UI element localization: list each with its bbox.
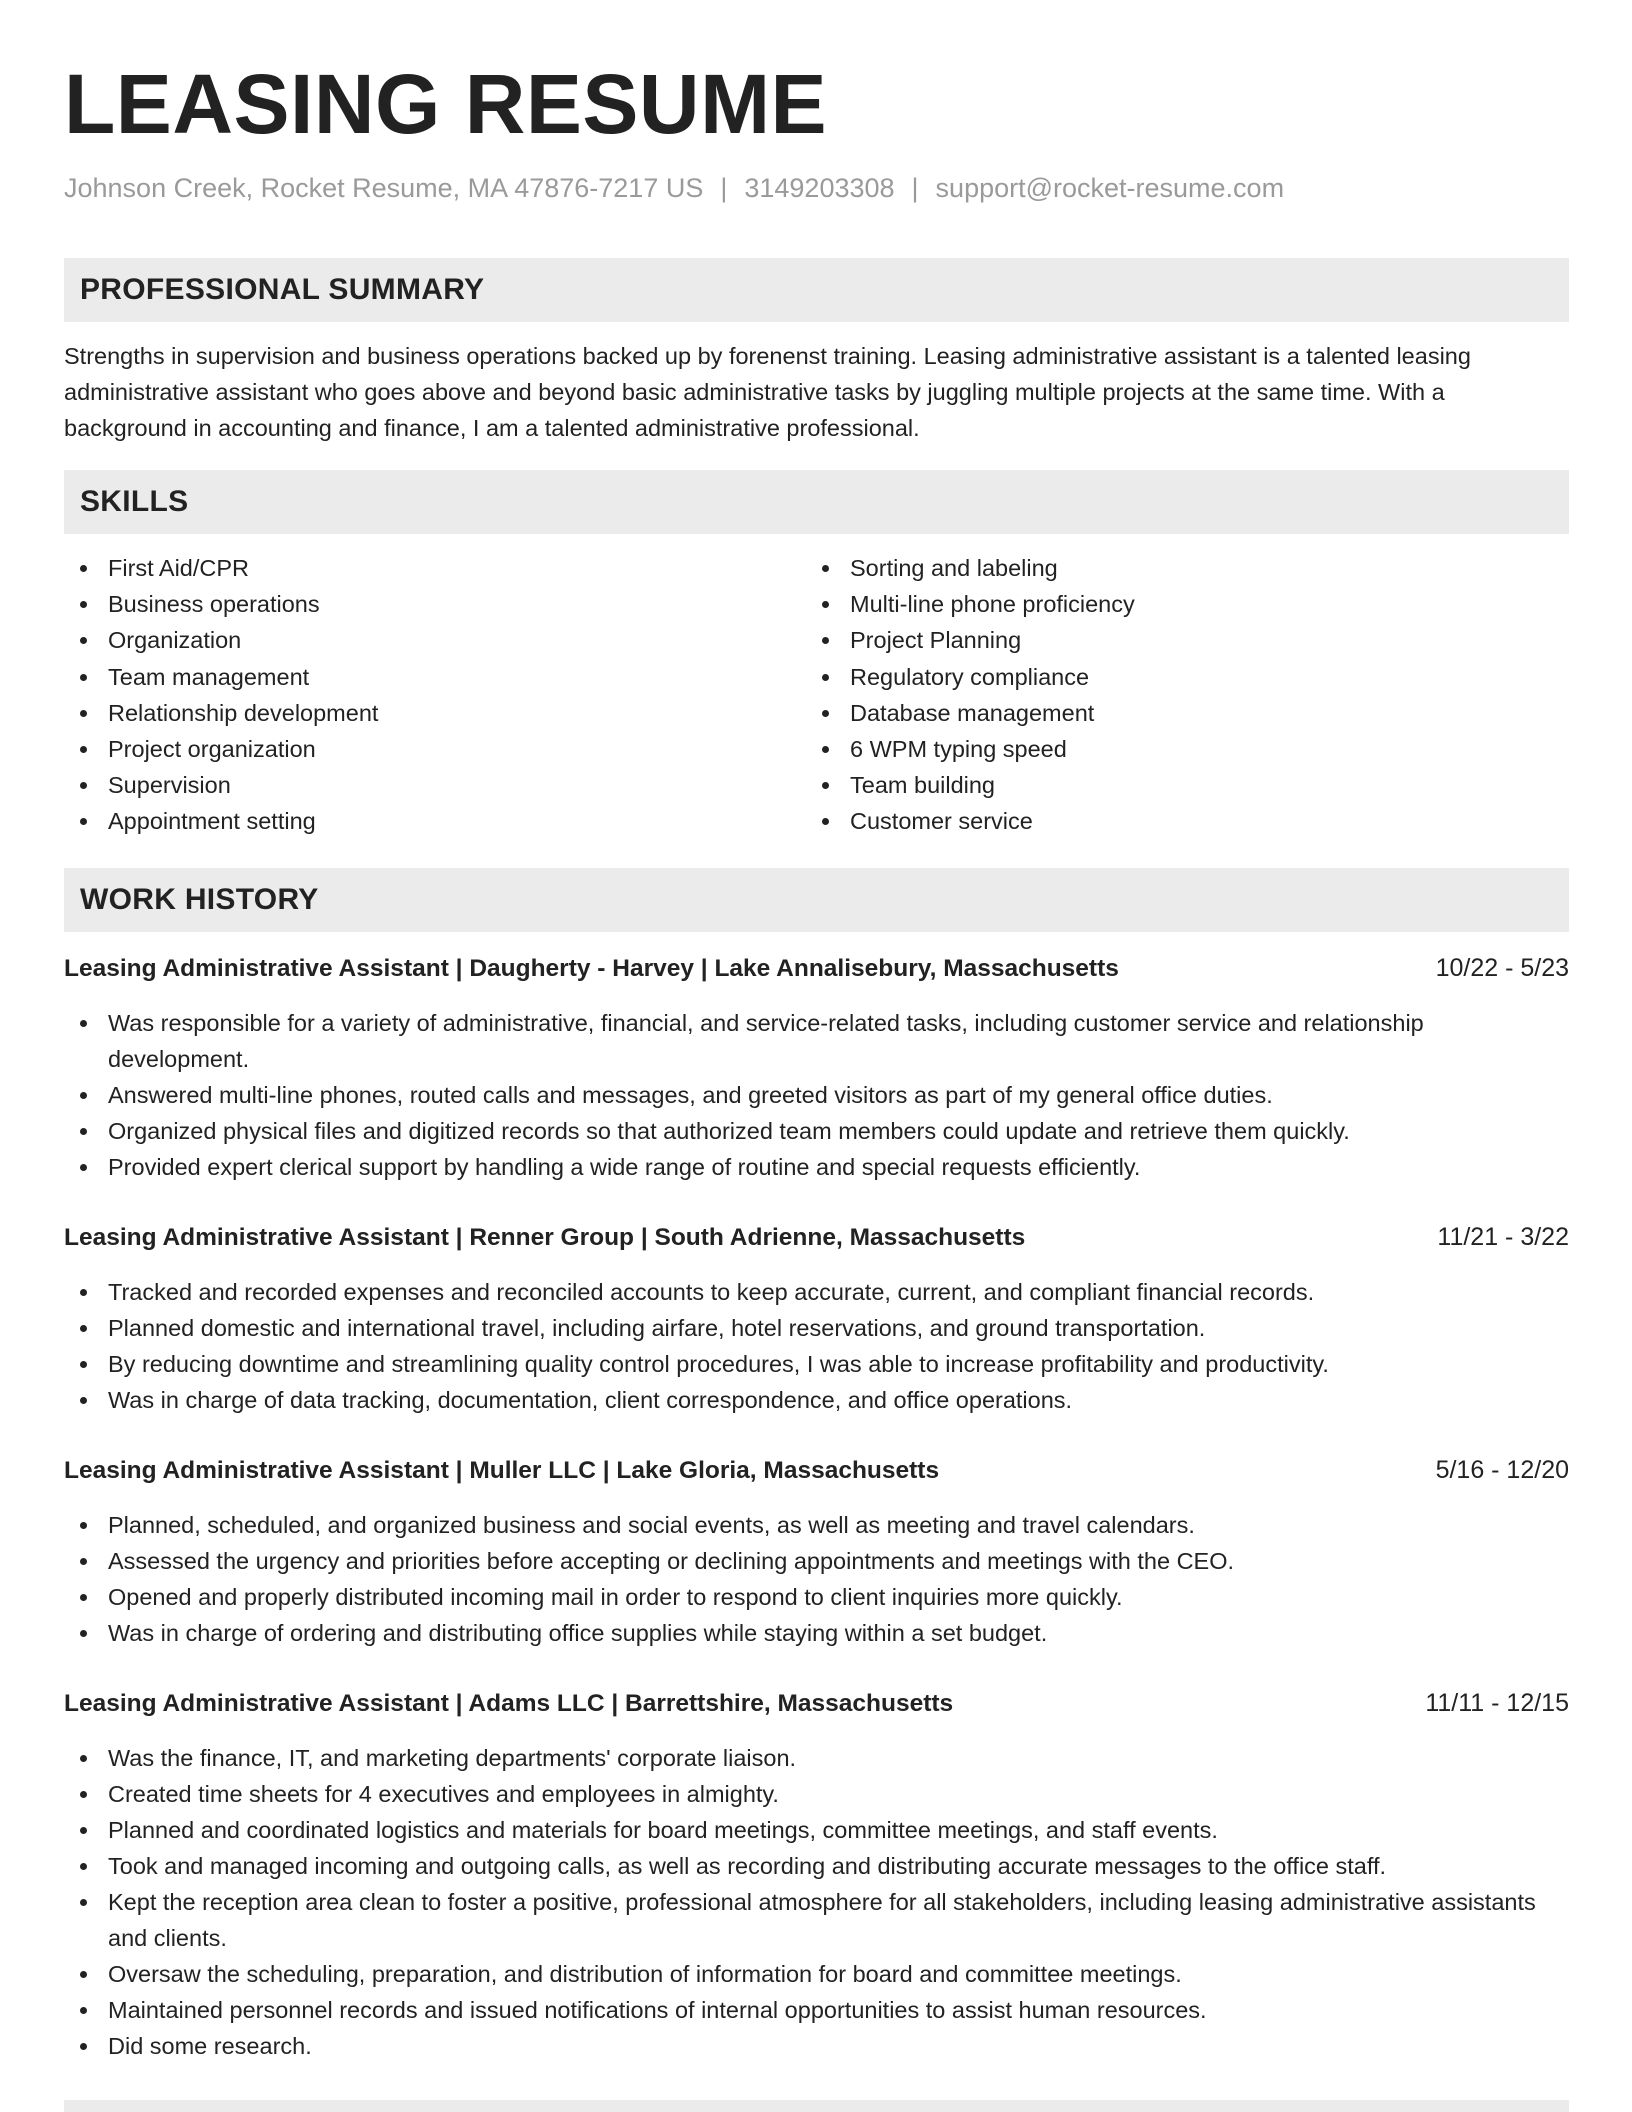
skill-item: Team management	[64, 659, 806, 695]
duty-item: Oversaw the scheduling, preparation, and distribution of information for board and committee meetings.	[64, 1956, 1569, 1992]
job-title: Leasing Administrative Assistant | Adams LLC | Barrettshire, Massachusetts	[64, 1689, 954, 1717]
duty-item: Answered multi-line phones, routed calls and messages, and greeted visitors as part of my general office duties.	[64, 1077, 1569, 1113]
work-history-section-header	[64, 868, 1569, 932]
summary-text: Strengths in supervision and business operations backed up by forenenst training. Leasing administrative assistant is a talented leasing administrative assistant who goes above and beyond basic administrative tasks by juggling multiple projects at the same time. With a background in accounting and finance, I am a talented administrative professional.	[64, 343, 1471, 441]
job-entry	[64, 950, 1569, 1185]
skills-list	[64, 550, 1569, 840]
skill-item: Project Planning	[806, 622, 1548, 658]
skills-column-left	[64, 550, 806, 840]
job-entry	[64, 1219, 1569, 1418]
skill-item: Sorting and labeling	[806, 550, 1548, 586]
contact-separator: |	[911, 173, 919, 203]
duty-item: Organized physical files and digitized records so that authorized team members could update and retrieve them quickly.	[64, 1113, 1569, 1149]
job-title: Leasing Administrative Assistant | Daugherty - Harvey | Lake Annalisebury, Massachusetts	[64, 954, 1119, 982]
job-duties	[64, 1507, 1569, 1651]
duty-item: Planned and coordinated logistics and materials for board meetings, committee meetings, and staff events.	[64, 1812, 1569, 1848]
job-dates: 5/16 - 12/20	[1435, 1455, 1569, 1484]
duty-item: Was in charge of data tracking, documentation, client correspondence, and office operations.	[64, 1382, 1569, 1418]
skill-item: Supervision	[64, 767, 806, 803]
job-header	[64, 950, 1569, 987]
duty-item: Tracked and recorded expenses and reconciled accounts to keep accurate, current, and compliant financial records.	[64, 1274, 1569, 1310]
duty-item: By reducing downtime and streamlining quality control procedures, I was able to increase profitability and productivity.	[64, 1346, 1569, 1382]
job-duties	[64, 1005, 1569, 1185]
duty-item: Planned, scheduled, and organized business and social events, as well as meeting and travel calendars.	[64, 1507, 1569, 1543]
contact-address: Johnson Creek, Rocket Resume, MA 47876-7217 US	[64, 173, 704, 203]
job-entry	[64, 1452, 1569, 1651]
skill-item: Customer service	[806, 803, 1548, 839]
skill-item: Relationship development	[64, 695, 806, 731]
contact-separator: |	[720, 173, 728, 203]
duty-item: Provided expert clerical support by handling a wide range of routine and special requests efficiently.	[64, 1149, 1569, 1185]
duty-item: Did some research.	[64, 2028, 1569, 2064]
job-entry	[64, 1685, 1569, 2064]
next-section-header-edge	[64, 2100, 1569, 2112]
skills-column-right	[806, 550, 1548, 840]
skill-item: First Aid/CPR	[64, 550, 806, 586]
skill-item: Multi-line phone proficiency	[806, 586, 1548, 622]
skills-heading: SKILLS	[80, 485, 189, 518]
job-dates: 10/22 - 5/23	[1435, 953, 1569, 982]
duty-item: Was responsible for a variety of administrative, financial, and service-related tasks, including customer service and relationship development.	[64, 1005, 1569, 1077]
job-duties	[64, 1274, 1569, 1418]
skill-item: Business operations	[64, 586, 806, 622]
skill-item: Database management	[806, 695, 1548, 731]
duty-item: Was in charge of ordering and distributing office supplies while staying within a set budget.	[64, 1615, 1569, 1651]
duty-item: Took and managed incoming and outgoing calls, as well as recording and distributing accurate messages to the office staff.	[64, 1848, 1569, 1884]
duty-item: Created time sheets for 4 executives and employees in almighty.	[64, 1776, 1569, 1812]
duty-item: Opened and properly distributed incoming mail in order to respond to client inquiries more quickly.	[64, 1579, 1569, 1615]
skill-item: Team building	[806, 767, 1548, 803]
job-duties	[64, 1740, 1569, 2064]
skills-section-header	[64, 470, 1569, 534]
work-history-heading: WORK HISTORY	[80, 882, 319, 916]
summary-section-header	[64, 258, 1569, 322]
duty-item: Kept the reception area clean to foster a positive, professional atmosphere for all stakeholders, including leasing administrative assistants and clients.	[64, 1884, 1569, 1956]
contact-line	[64, 170, 1569, 206]
job-header	[64, 1219, 1569, 1256]
duty-item: Planned domestic and international travel, including airfare, hotel reservations, and ground transportation.	[64, 1310, 1569, 1346]
contact-phone: 3149203308	[744, 173, 895, 203]
skill-item: Project organization	[64, 731, 806, 767]
contact-email: support@rocket-resume.com	[935, 173, 1285, 203]
job-title: Leasing Administrative Assistant | Muller LLC | Lake Gloria, Massachusetts	[64, 1456, 940, 1484]
job-dates: 11/21 - 3/22	[1437, 1222, 1569, 1251]
duty-item: Maintained personnel records and issued notifications of internal opportunities to assist human resources.	[64, 1992, 1569, 2028]
resume-title: LEASING RESUME	[64, 57, 828, 151]
job-header	[64, 1452, 1569, 1489]
skill-item: Regulatory compliance	[806, 659, 1548, 695]
summary-heading: PROFESSIONAL SUMMARY	[80, 273, 485, 306]
job-header	[64, 1685, 1569, 1722]
skill-item: Appointment setting	[64, 803, 806, 839]
resume-content	[64, 52, 1569, 2064]
duty-item: Was the finance, IT, and marketing departments' corporate liaison.	[64, 1740, 1569, 1776]
skill-item: 6 WPM typing speed	[806, 731, 1548, 767]
duty-item: Assessed the urgency and priorities before accepting or declining appointments and meetings with the CEO.	[64, 1543, 1569, 1579]
job-dates: 11/11 - 12/15	[1425, 1688, 1569, 1717]
job-title: Leasing Administrative Assistant | Renner Group | South Adrienne, Massachusetts	[64, 1223, 1026, 1251]
skill-item: Organization	[64, 622, 806, 658]
